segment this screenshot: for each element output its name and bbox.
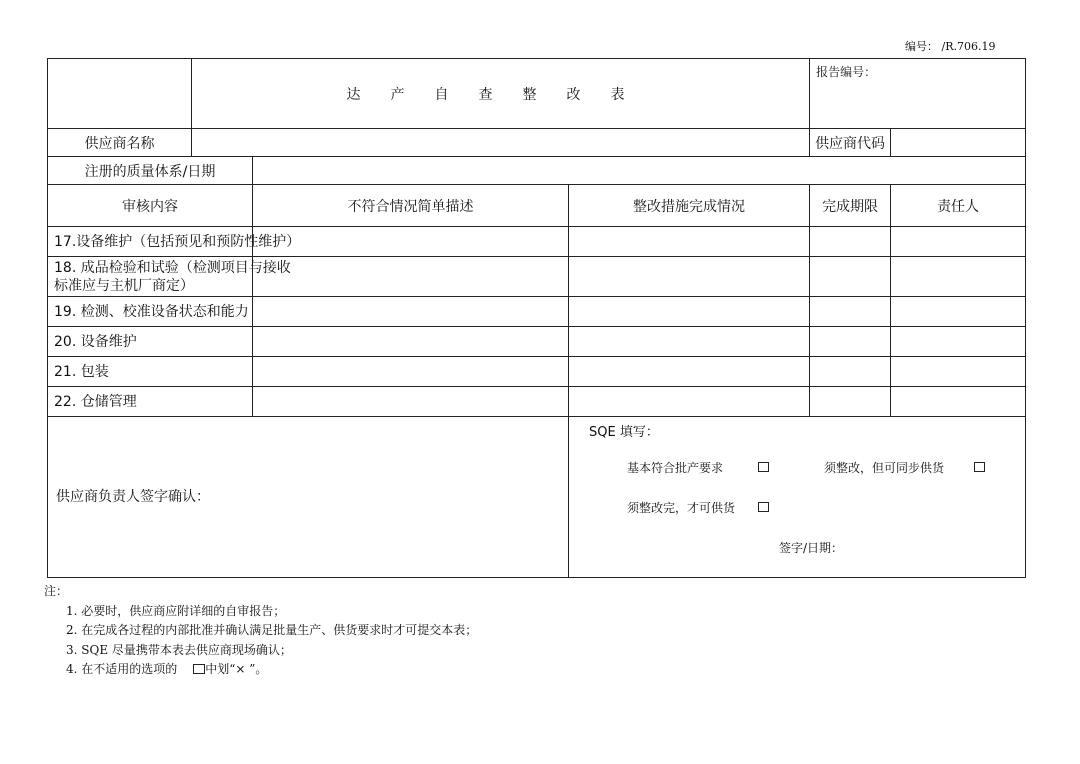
corrective-cell[interactable] bbox=[569, 227, 810, 257]
sqe-option-1-checkbox[interactable] bbox=[758, 462, 769, 472]
document-number-value: /R.706.19 bbox=[941, 40, 996, 53]
notes-section bbox=[44, 582, 477, 680]
responsible-cell[interactable] bbox=[891, 327, 1026, 357]
supplier-name-label: 供应商名称 bbox=[48, 129, 192, 157]
nonconformity-cell[interactable] bbox=[253, 387, 569, 417]
responsible-cell[interactable] bbox=[891, 257, 1026, 297]
deadline-cell[interactable] bbox=[810, 387, 891, 417]
report-number-label: 报告编号： bbox=[810, 59, 1026, 129]
nonconformity-cell[interactable] bbox=[253, 357, 569, 387]
corrective-cell[interactable] bbox=[569, 257, 810, 297]
sqe-option-3-checkbox[interactable] bbox=[758, 502, 769, 512]
audit-item: 22. 仓储管理 bbox=[48, 387, 253, 417]
nonconformity-cell[interactable] bbox=[253, 327, 569, 357]
col-nonconformity: 不符合情况简单描述 bbox=[253, 185, 569, 227]
responsible-cell[interactable] bbox=[891, 227, 1026, 257]
sqe-sign-date-label: 签字/日期： bbox=[779, 541, 844, 555]
sqe-option-2-checkbox[interactable] bbox=[974, 462, 985, 472]
col-deadline: 完成期限 bbox=[810, 185, 891, 227]
note-item-text: 4. 在不适用的选项的 bbox=[66, 662, 178, 676]
note-item-tail: 中划“× ”。 bbox=[205, 662, 268, 676]
self-check-form bbox=[47, 58, 1026, 578]
sqe-section bbox=[569, 417, 1026, 578]
audit-item: 21. 包装 bbox=[48, 357, 253, 387]
col-corrective-action: 整改措施完成情况 bbox=[569, 185, 810, 227]
deadline-cell[interactable] bbox=[810, 227, 891, 257]
audit-item: 17.设备维护（包括预见和预防性维护） bbox=[48, 227, 253, 257]
col-audit-content: 审核内容 bbox=[48, 185, 253, 227]
supplier-confirm-label: 供应商负责人签字确认： bbox=[56, 488, 210, 505]
supplier-signature-cell[interactable] bbox=[48, 417, 569, 578]
corrective-cell[interactable] bbox=[569, 297, 810, 327]
table-row bbox=[48, 297, 1026, 327]
col-responsible: 责任人 bbox=[891, 185, 1026, 227]
logo-cell bbox=[48, 59, 192, 129]
note-item: 2. 在完成各过程的内部批准并确认满足批量生产、供货要求时才可提交本表； bbox=[66, 623, 478, 637]
sqe-option-2-label: 须整改，但可同步供货 bbox=[824, 461, 945, 475]
supplier-name-field[interactable] bbox=[192, 129, 810, 157]
audit-item: 20. 设备维护 bbox=[48, 327, 253, 357]
quality-system-field[interactable] bbox=[253, 157, 1026, 185]
corrective-cell[interactable] bbox=[569, 387, 810, 417]
deadline-cell[interactable] bbox=[810, 297, 891, 327]
note-item: 1. 必要时，供应商应附详细的自审报告； bbox=[66, 603, 286, 618]
table-row bbox=[48, 227, 1026, 257]
responsible-cell[interactable] bbox=[891, 357, 1026, 387]
deadline-cell[interactable] bbox=[810, 327, 891, 357]
nonconformity-cell[interactable] bbox=[253, 257, 569, 297]
corrective-cell[interactable] bbox=[569, 327, 810, 357]
nonconformity-cell[interactable] bbox=[253, 297, 569, 327]
sqe-option-1-label: 基本符合批产要求 bbox=[627, 461, 724, 475]
supplier-code-field[interactable] bbox=[891, 129, 1026, 157]
audit-item: 19. 检测、校准设备状态和能力 bbox=[48, 297, 253, 327]
notes-label: 注： bbox=[44, 584, 69, 598]
form-title: 达产自查整改表 bbox=[192, 59, 810, 129]
sqe-option-3-label: 须整改完，才可供货 bbox=[627, 501, 736, 515]
audit-item-line: 18. 成品检验和试验（检测项目与接收 bbox=[54, 259, 291, 276]
table-row bbox=[48, 257, 1026, 297]
responsible-cell[interactable] bbox=[891, 297, 1026, 327]
note-item: 3. SQE 尽量携带本表去供应商现场确认； bbox=[66, 642, 292, 657]
document-number bbox=[905, 38, 1035, 54]
audit-item-line: 标准应与主机厂商定） bbox=[54, 277, 194, 294]
deadline-cell[interactable] bbox=[810, 357, 891, 387]
table-row bbox=[48, 327, 1026, 357]
checkbox-icon bbox=[193, 664, 205, 674]
document-number-label: 编号： bbox=[905, 40, 938, 53]
sqe-fill-label: SQE 填写： bbox=[589, 425, 659, 440]
table-row bbox=[48, 387, 1026, 417]
supplier-code-label: 供应商代码 bbox=[810, 129, 891, 157]
table-row bbox=[48, 357, 1026, 387]
audit-item bbox=[48, 257, 291, 297]
quality-system-label: 注册的质量体系/日期 bbox=[48, 157, 253, 185]
corrective-cell[interactable] bbox=[569, 357, 810, 387]
responsible-cell[interactable] bbox=[891, 387, 1026, 417]
deadline-cell[interactable] bbox=[810, 257, 891, 297]
note-item bbox=[44, 660, 477, 680]
